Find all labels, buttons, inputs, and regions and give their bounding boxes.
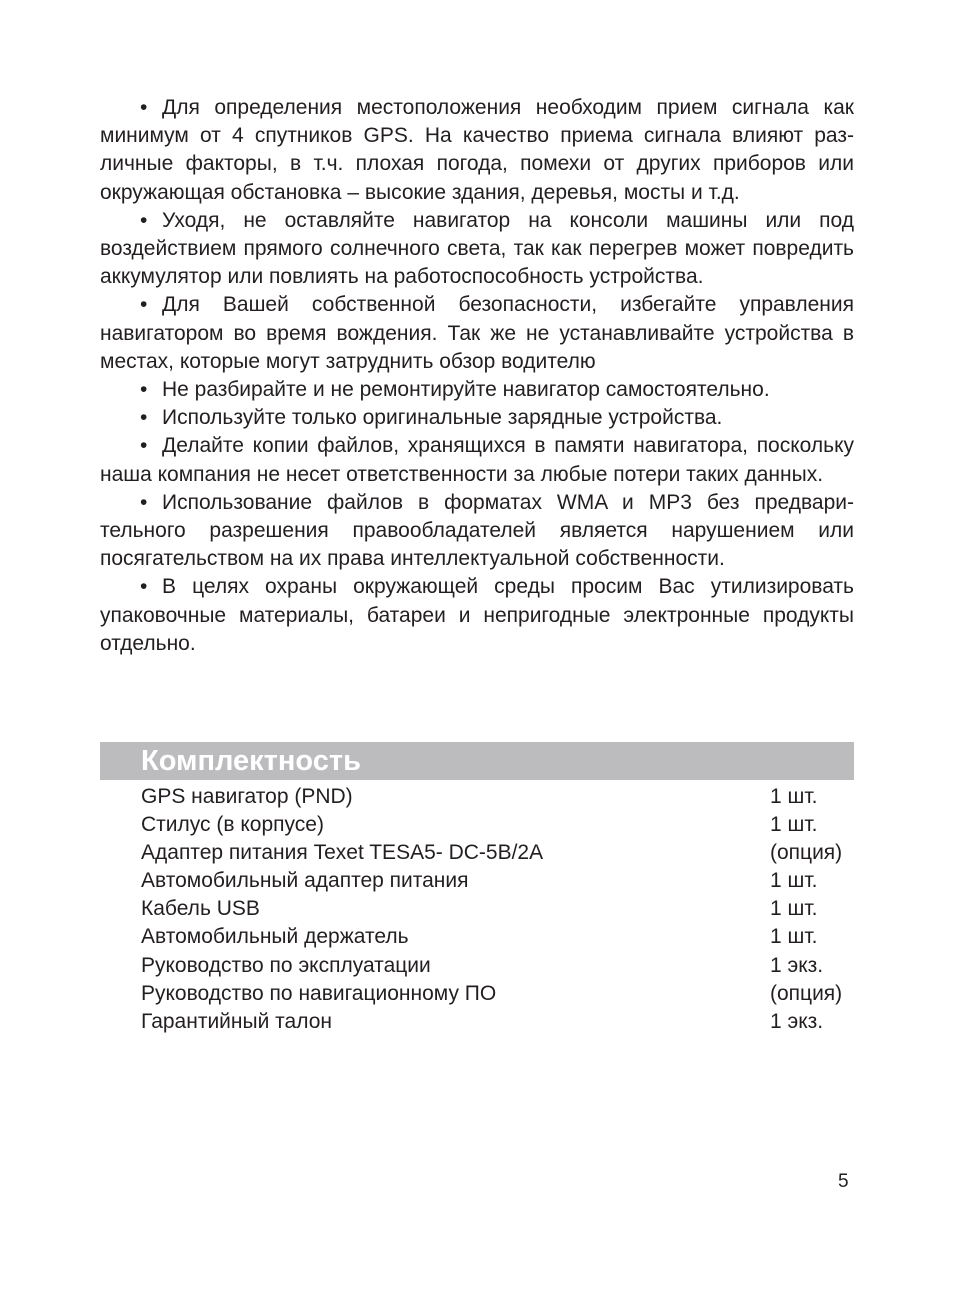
kit-item-name: Кабель USB [141, 897, 260, 921]
safety-note-text: Делайте копии файлов, хранящихся в памяти навигатора, поскольку наша компания не несет ответственности за любые потери таких данных. [100, 434, 854, 486]
safety-note-text: Используйте только оригинальные зарядные устройства. [162, 406, 723, 430]
list-item [141, 923, 854, 951]
bullet-icon: • [140, 96, 148, 119]
bullet-icon: • [140, 208, 148, 232]
safety-note-text: Не разбирайте и не ремонтируйте навигатор самостоятельно. [162, 378, 770, 402]
safety-note-text: В целях охраны окружающей среды просим Вас утилизировать упаковочные материалы, батареи и непригодные электронные продукты отдельно. [100, 575, 854, 655]
list-item [141, 839, 854, 867]
safety-note-text: Уходя, не оставляйте навигатор на консоли машины или под воздействием прямого солнечного света, так как перегрев может повредить аккумулятор или повлиять на работоспособность устройства. [100, 208, 854, 289]
kit-item-name: Автомобильный держатель [141, 925, 409, 949]
bullet-icon: • [140, 575, 148, 599]
kit-item-name: Стилус (в корпусе) [141, 813, 324, 837]
list-item [141, 952, 854, 980]
kit-list [141, 783, 854, 1036]
safety-notes-list [100, 94, 854, 658]
kit-item-qty: (опция) [770, 981, 843, 1005]
safety-note [100, 404, 854, 432]
list-item [141, 1008, 854, 1036]
safety-note [100, 573, 854, 658]
list-item [141, 895, 854, 923]
bullet-icon: • [140, 406, 148, 430]
kit-item-name: Адаптер питания Texet TESA5- DC-5B/2A [141, 841, 544, 865]
bullet-icon: • [140, 434, 148, 458]
safety-note-text: Для Вашей собственной безопасности, избегайте управления навигатором во время вождения. Так же не устанавливайте устройства в местах, которые могут затруднить обзор водителю [100, 293, 854, 373]
kit-item-qty: 1 шт. [770, 869, 818, 893]
kit-item-name: Руководство по эксплуатации [141, 953, 431, 977]
safety-note [100, 376, 854, 404]
bullet-icon: • [140, 378, 148, 402]
kit-item-name: GPS навигатор (PND) [141, 785, 353, 808]
kit-item-name: Гарантийный талон [141, 1009, 332, 1033]
kit-item-qty: 1 экз. [770, 1009, 824, 1033]
list-item [141, 980, 854, 1008]
section-header-kit [100, 742, 854, 780]
safety-note-text: Использование файлов в форматах WMA и MP3 без предварительного разрешения правообладателей является нарушением или посягательством на их права интеллектуальной собственности. [100, 490, 854, 571]
safety-notes [100, 94, 854, 658]
safety-note [100, 489, 854, 574]
safety-note [100, 207, 854, 292]
safety-note [100, 94, 854, 207]
kit-item-qty: 1 экз. [770, 953, 824, 977]
kit-item-qty: 1 шт. [770, 785, 818, 808]
kit-item-qty: 1 шт. [770, 897, 818, 921]
page-number: 5 [838, 1171, 849, 1192]
list-item [141, 867, 854, 895]
safety-note [100, 432, 854, 488]
section-title: Комплектность [141, 745, 361, 777]
kit-item-qty: 1 шт. [770, 813, 818, 837]
list-item [141, 811, 854, 839]
bullet-icon: • [140, 293, 148, 317]
kit-item-qty: (опция) [770, 841, 843, 865]
safety-note [100, 291, 854, 376]
list-item [141, 783, 854, 811]
safety-note-text: Для определения местоположения необходим прием сигнала как минимум от 4 спутников GPS. На качество приема сигнала влияют различные факторы, в т.ч. плохая погода, помехи от других приборов или окружающая обстановка – высокие здания, деревья, мосты и т.д. [100, 96, 854, 204]
kit-item-qty: 1 шт. [770, 925, 818, 949]
kit-item-name: Руководство по навигационному ПО [141, 981, 497, 1005]
kit-item-name: Автомобильный адаптер питания [141, 869, 469, 893]
bullet-icon: • [140, 490, 148, 514]
